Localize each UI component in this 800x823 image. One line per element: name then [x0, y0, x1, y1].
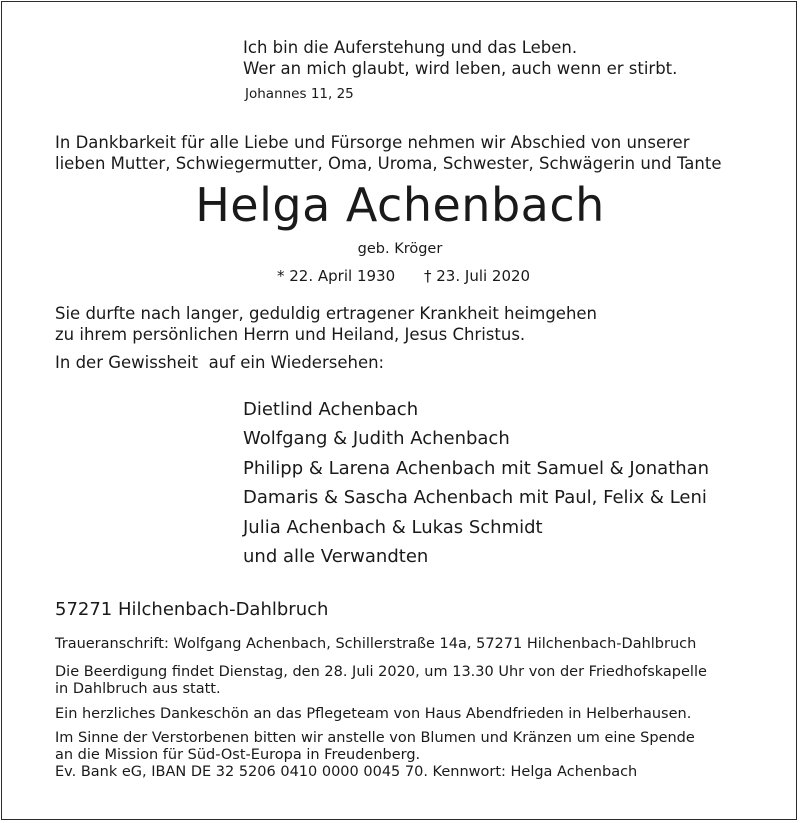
donation-line-1: Im Sinne der Verstorbenen bitten wir anstelle von Blumen und Kränzen um eine Spende — [55, 730, 695, 746]
mourner-5: Julia Achenbach & Lukas Schmidt — [243, 517, 543, 538]
verse-reference: Johannes 11, 25 — [245, 86, 354, 102]
mourner-4: Damaris & Sascha Achenbach mit Paul, Felix & Leni — [243, 487, 707, 508]
deceased-name: Helga Achenbach — [195, 178, 605, 232]
mourner-3: Philipp & Larena Achenbach mit Samuel & Jonathan — [243, 458, 710, 479]
thanks-line: Ein herzliches Dankeschön an das Pflegeteam von Haus Abendfrieden in Helberhausen. — [55, 706, 692, 722]
statement-line-2: zu ihrem persönlichen Herrn und Heiland, Jesus Christus. — [55, 325, 526, 344]
mourner-6: und alle Verwandten — [243, 546, 429, 567]
bank-line: Ev. Bank eG, IBAN DE 32 5206 0410 0000 0045 70. Kennwort: Helga Achenbach — [55, 764, 638, 780]
birth-date: * 22. April 1930 — [277, 267, 396, 285]
funeral-line-2: in Dahlbruch aus statt. — [55, 681, 221, 697]
location: 57271 Hilchenbach-Dahlbruch — [55, 599, 329, 620]
death-date: † 23. Juli 2020 — [424, 267, 531, 285]
statement-line-3: In der Gewissheit auf ein Wiedersehen: — [55, 353, 385, 372]
mourner-2: Wolfgang & Judith Achenbach — [243, 428, 510, 449]
statement-line-1: Sie durfte nach langer, geduldig ertragener Krankheit heimgehen — [55, 304, 598, 323]
funeral-line-1: Die Beerdigung findet Dienstag, den 28. Juli 2020, um 13.30 Uhr von der Friedhofskapelle — [55, 664, 707, 680]
intro-line-1: In Dankbarkeit für alle Liebe und Fürsorge nehmen wir Abschied von unserer — [55, 133, 690, 152]
mourner-1: Dietlind Achenbach — [243, 399, 419, 420]
donation-line-2: an die Mission für Süd-Ost-Europa in Freudenberg. — [55, 747, 421, 763]
maiden-name: geb. Kröger — [357, 241, 443, 257]
intro-line-2: lieben Mutter, Schwiegermutter, Oma, Uroma, Schwester, Schwägerin und Tante — [55, 154, 722, 173]
verse-line-1: Ich bin die Auferstehung und das Leben. — [243, 38, 578, 57]
address-line: Traueranschrift: Wolfgang Achenbach, Schillerstraße 14a, 57271 Hilchenbach-Dahlbruch — [55, 636, 697, 652]
verse-line-2: Wer an mich glaubt, wird leben, auch wenn er stirbt. — [243, 59, 678, 78]
